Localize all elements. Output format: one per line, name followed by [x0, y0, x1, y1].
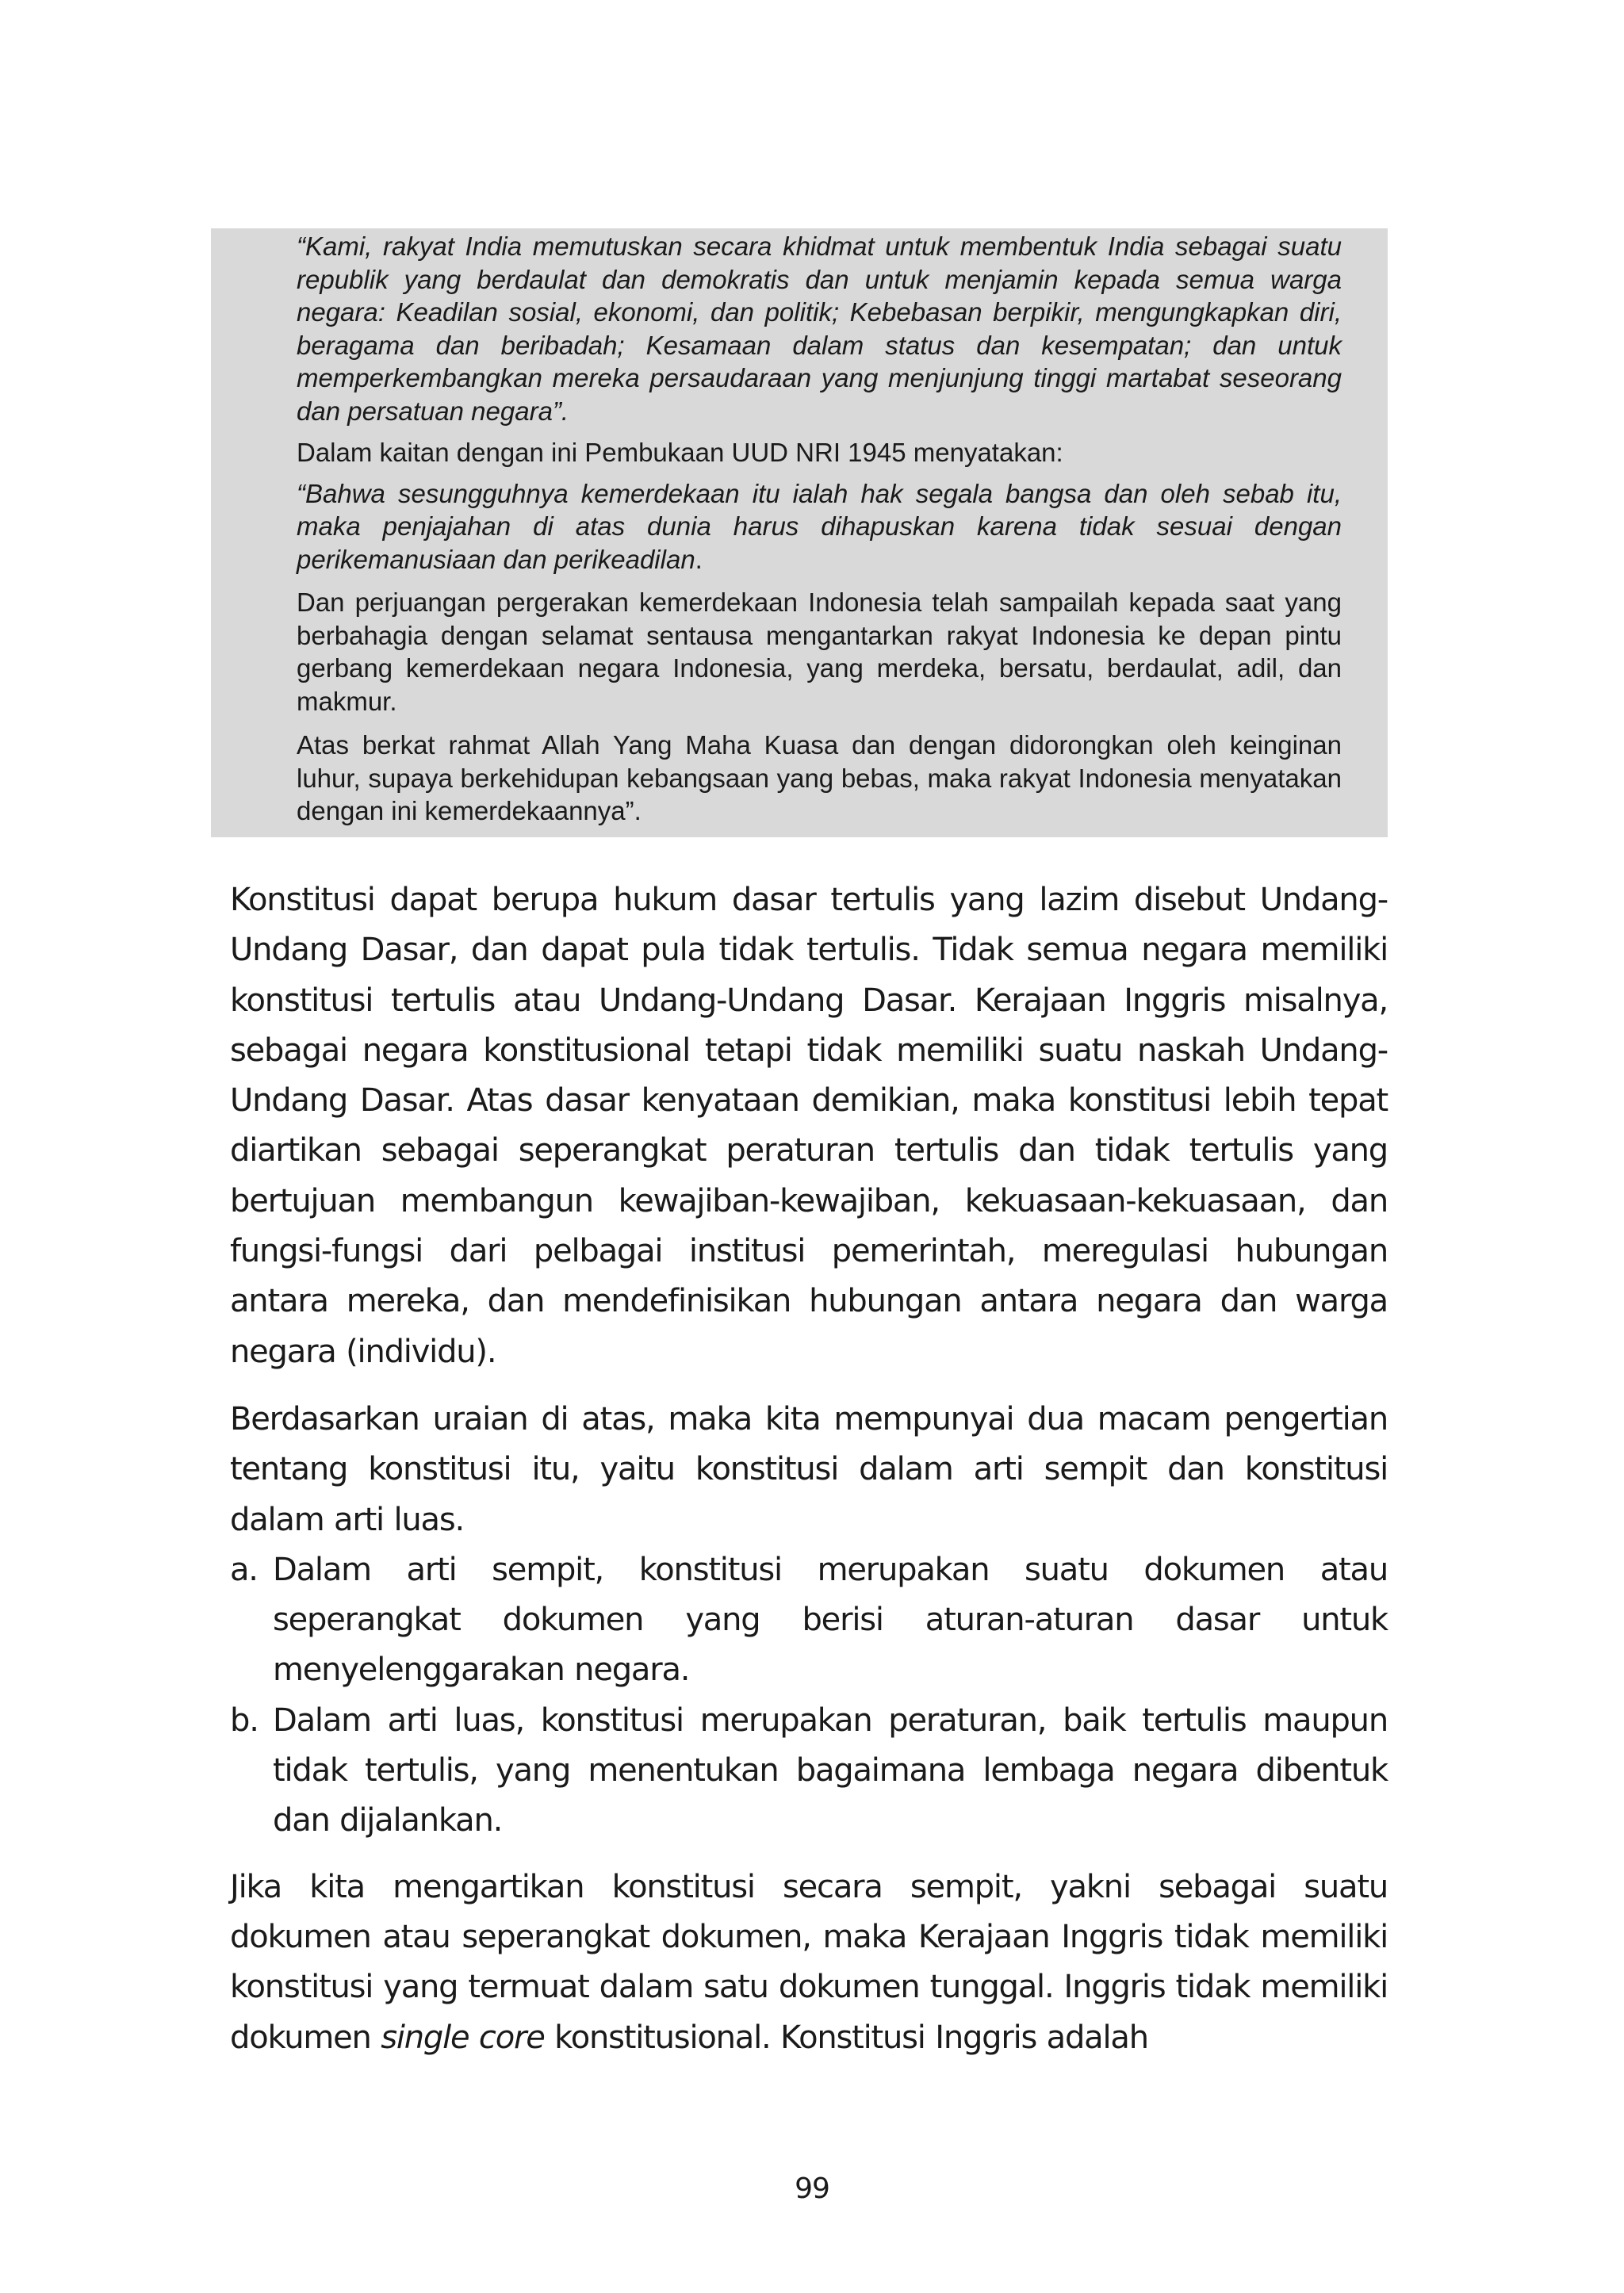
body-paragraph-3 — [230, 1862, 1388, 2063]
body-text — [230, 875, 1388, 2063]
body-paragraph-3-italic: single core — [381, 2019, 545, 2056]
quote-uud-para-3: Atas berkat rahmat Allah Yang Maha Kuasa dan dengan didorongkan oleh keinginan luhur, supaya berkehidupan kebangsaan yang bebas, maka rakyat Indonesia menyatakan dengan ini kemerdekaannya”. — [297, 730, 1342, 825]
body-paragraph-1: Konstitusi dapat berupa hukum dasar tertulis yang lazim disebut Undang-Undang Dasar, dan dapat pula tidak tertulis. Tidak semua negara memiliki konstitusi tertulis atau Undang-Undang Dasar. Kerajaan Inggris misalnya, sebagai negara konstitusional tetapi tidak memiliki suatu naskah Undang-Undang Dasar. Atas dasar kenyataan demikian, maka konstitusi lebih tepat diartikan sebagai seperangkat peraturan tertulis dan tidak tertulis yang bertujuan membangun kewajiban-kewajiban, kekuasaan-kekuasaan, dan fungsi-fungsi dari pelbagai institusi pemerintah, meregulasi hubungan antara mereka, dan mendefinisikan hubungan antara negara dan warga negara (individu). — [230, 882, 1388, 1370]
body-paragraph-2: Berdasarkan uraian di atas, maka kita mempunyai dua macam pengertian tentang konstitusi itu, yaitu konstitusi dalam arti sempit dan konstitusi dalam arti luas. — [230, 1400, 1388, 1538]
quote-india-preamble: “Kami, rakyat India memutuskan secara khidmat untuk membentuk India sebagai suatu republik yang berdaulat dan demokratis dan untuk menjamin kepada semua warga negara: Keadilan sosial, ekonomi, dan politik; Kebebasan berpikir, mengungkapkan diri, beragama dan beribadah; Kesamaan dalam status dan kesempatan; dan untuk memperkembangkan mereka persaudaraan yang menjunjung tinggi martabat seseorang dan persatuan negara”. — [297, 232, 1342, 426]
list-item-text: Dalam arti luas, konstitusi merupakan peraturan, baik tertulis maupun tidak tertulis, yang menentukan bagaimana lembaga negara dibentuk dan dijalankan. — [273, 1702, 1388, 1839]
quote-uud-para-2: Dan perjuangan pergerakan kemerdekaan Indonesia telah sampailah kepada saat yang berbahagia dengan selamat sentausa mengantarkan rakyat Indonesia ke depan pintu gerbang kemerdekaan negara Indonesia, yang merdeka, bersatu, berdaulat, adil, dan makmur. — [297, 588, 1342, 716]
page-number: 99 — [795, 2172, 829, 2205]
body-paragraph-3-end: konstitusional. Konstitusi Inggris adalah — [544, 2019, 1148, 2056]
list-marker: a. — [230, 1551, 258, 1588]
body-paragraph-3-start: Jika kita mengartikan konstitusi secara sempit, yakni sebagai suatu dokumen atau seperangkat dokumen, maka Kerajaan Inggris tidak memiliki konstitusi yang termuat dalam satu dokumen tunggal. Inggris tidak memiliki dokumen — [230, 1868, 1388, 2056]
list-item — [230, 1545, 1388, 1696]
list-item — [230, 1696, 1388, 1847]
quote-uud-para-1 — [297, 477, 1342, 576]
list-item-text: Dalam arti sempit, konstitusi merupakan suatu dokumen atau seperangkat dokumen yang berisi aturan-aturan dasar untuk menyelenggarakan negara. — [273, 1551, 1388, 1689]
quote-intro: Dalam kaitan dengan ini Pembukaan UUD NRI 1945 menyatakan: — [297, 438, 1063, 467]
quote-uud-para-1-end: . — [695, 544, 703, 574]
quote-box — [211, 228, 1388, 837]
list-marker: b. — [230, 1702, 259, 1739]
definition-list — [230, 1545, 1388, 1847]
quote-uud-para-1-text: “Bahwa sesungguhnya kemerdekaan itu ialah hak segala bangsa dan oleh sebab itu, maka penjajahan di atas dunia harus dihapuskan karena tidak sesuai dengan perikemanusiaan dan perikeadilan — [297, 478, 1342, 574]
